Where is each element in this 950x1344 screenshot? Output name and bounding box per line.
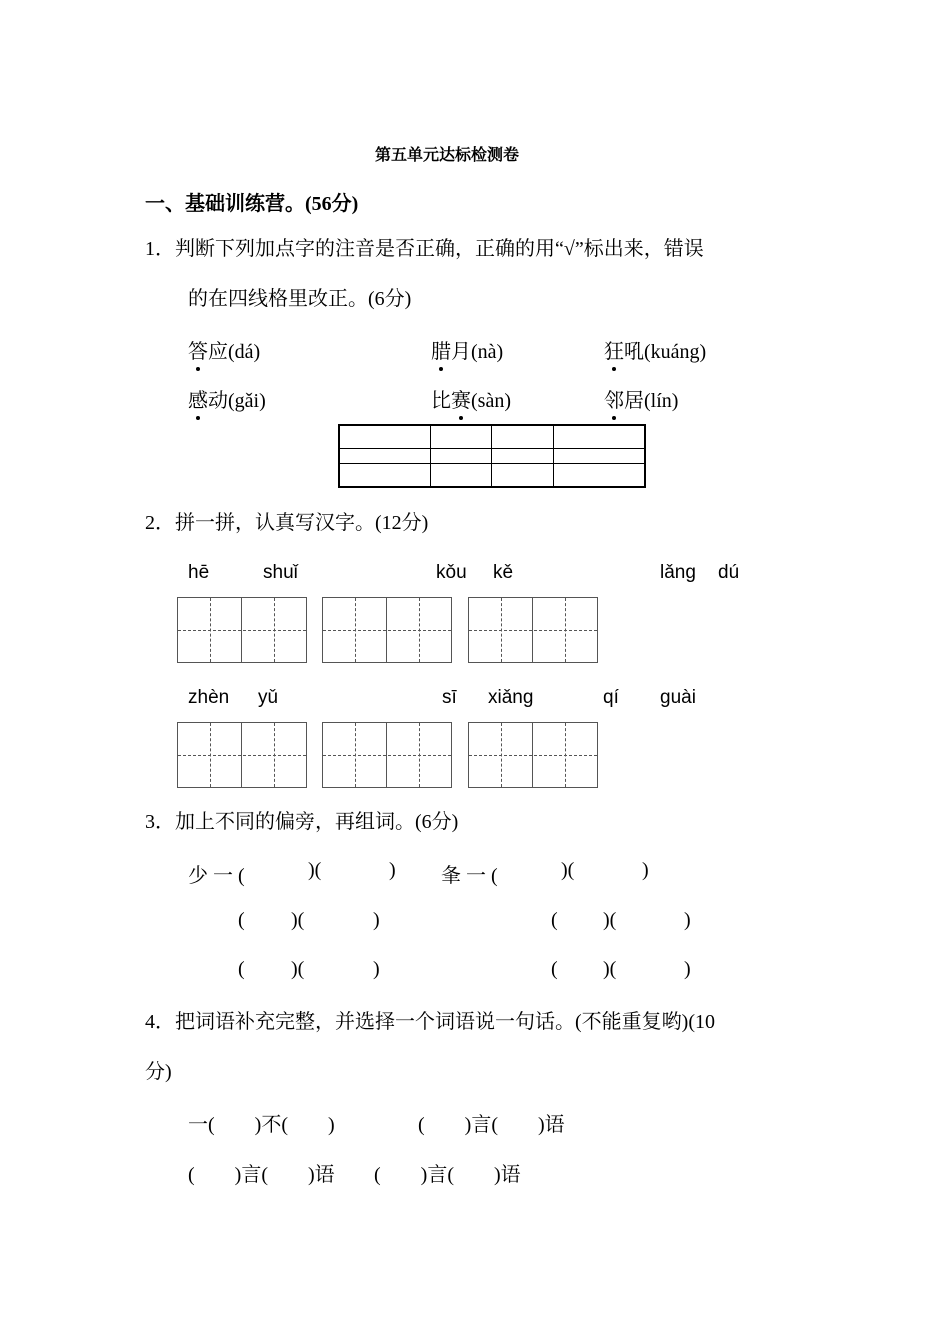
dotted-char: 腊 [431, 335, 451, 364]
q3-blank-separator: )( [291, 909, 305, 931]
q3-blank-separator: )( [603, 909, 617, 931]
pinyin-label: dú [718, 562, 740, 583]
q3-blank-open: ( [238, 958, 245, 980]
pinyin-label: guài [660, 687, 696, 708]
tian-grid[interactable] [177, 722, 307, 788]
q3-blank-close: ) [373, 909, 380, 931]
dotted-char: 邻 [604, 384, 624, 413]
section-heading: 一、基础训练营。(56分) [145, 193, 359, 215]
tian-grid[interactable] [468, 597, 598, 663]
q3-blank-separator: )( [561, 859, 575, 881]
q1-item [604, 384, 678, 413]
q1-item-rest: 应(dá) [208, 341, 261, 363]
tian-grid[interactable] [322, 722, 452, 788]
q1-item-rest: 居(lín) [624, 390, 679, 412]
pinyin-label: qí [603, 687, 619, 708]
q1-item [188, 384, 266, 413]
q4-idiom-blank: 一( )不( ) [188, 1114, 335, 1136]
question-3: 3．加上不同的偏旁，再组词。(6分) [145, 811, 459, 833]
pinyin-label: lǎng [660, 562, 696, 583]
page-title: 第五单元达标检测卷 [375, 145, 520, 164]
pinyin-label: sī [442, 687, 457, 708]
question-4-line2: 分) [145, 1061, 172, 1083]
q3-row1-left-char: 少 一 ( [188, 865, 245, 887]
dotted-char: 赛 [451, 384, 471, 413]
q3-blank-close: ) [389, 859, 396, 881]
q3-blank-separator: )( [603, 958, 617, 980]
pinyin-label: hē [188, 562, 210, 583]
pinyin-label: kě [493, 562, 514, 583]
q3-blank-close: ) [684, 958, 691, 980]
q3-blank-open: ( [551, 958, 558, 980]
pinyin-label: xiǎng [488, 687, 534, 708]
tian-grid[interactable] [322, 597, 452, 663]
q3-blank-separator: )( [291, 958, 305, 980]
question-2: 2．拼一拼，认真写汉字。(12分) [145, 512, 429, 534]
q3-blank-separator: )( [308, 859, 322, 881]
pinyin-label: kǒu [436, 562, 467, 583]
four-line-grid[interactable] [338, 424, 646, 488]
q4-idiom-blank: ( )言( )语 [374, 1164, 521, 1186]
q1-item-rest: (sàn) [471, 390, 511, 412]
dotted-char: 感 [188, 384, 208, 413]
q1-item-rest: 动(gǎi) [208, 390, 266, 412]
q1-item-rest: 吼(kuáng) [624, 341, 707, 363]
dotted-char: 狂 [604, 335, 624, 364]
question-4-line1: 4．把词语补充完整，并选择一个词语说一句话。(不能重复哟)(10 [145, 1011, 715, 1033]
question-1-line1: 1．判断下列加点字的注音是否正确，正确的用“√”标出来，错误 [145, 238, 704, 260]
tian-grid[interactable] [468, 722, 598, 788]
q1-item [604, 335, 706, 364]
q1-item [431, 384, 511, 413]
q3-blank-open: ( [238, 909, 245, 931]
pinyin-label: shuǐ [263, 562, 298, 583]
q3-blank-close: ) [373, 958, 380, 980]
tian-grid[interactable] [177, 597, 307, 663]
q1-item [431, 335, 503, 364]
q4-idiom-blank: ( )言( )语 [418, 1114, 565, 1136]
q1-item-rest: 月(nà) [451, 341, 504, 363]
pinyin-label: zhèn [188, 687, 230, 708]
pinyin-label: yǔ [258, 687, 279, 708]
q3-blank-close: ) [642, 859, 649, 881]
question-1-line2: 的在四线格里改正。(6分) [188, 288, 412, 310]
q3-row1-right-char: 夆 一 ( [441, 865, 498, 887]
dotted-char: 答 [188, 335, 208, 364]
q4-idiom-blank: ( )言( )语 [188, 1164, 335, 1186]
q3-blank-close: ) [684, 909, 691, 931]
q1-item [188, 335, 260, 364]
q1-item-pre: 比 [431, 390, 451, 412]
q3-blank-open: ( [551, 909, 558, 931]
